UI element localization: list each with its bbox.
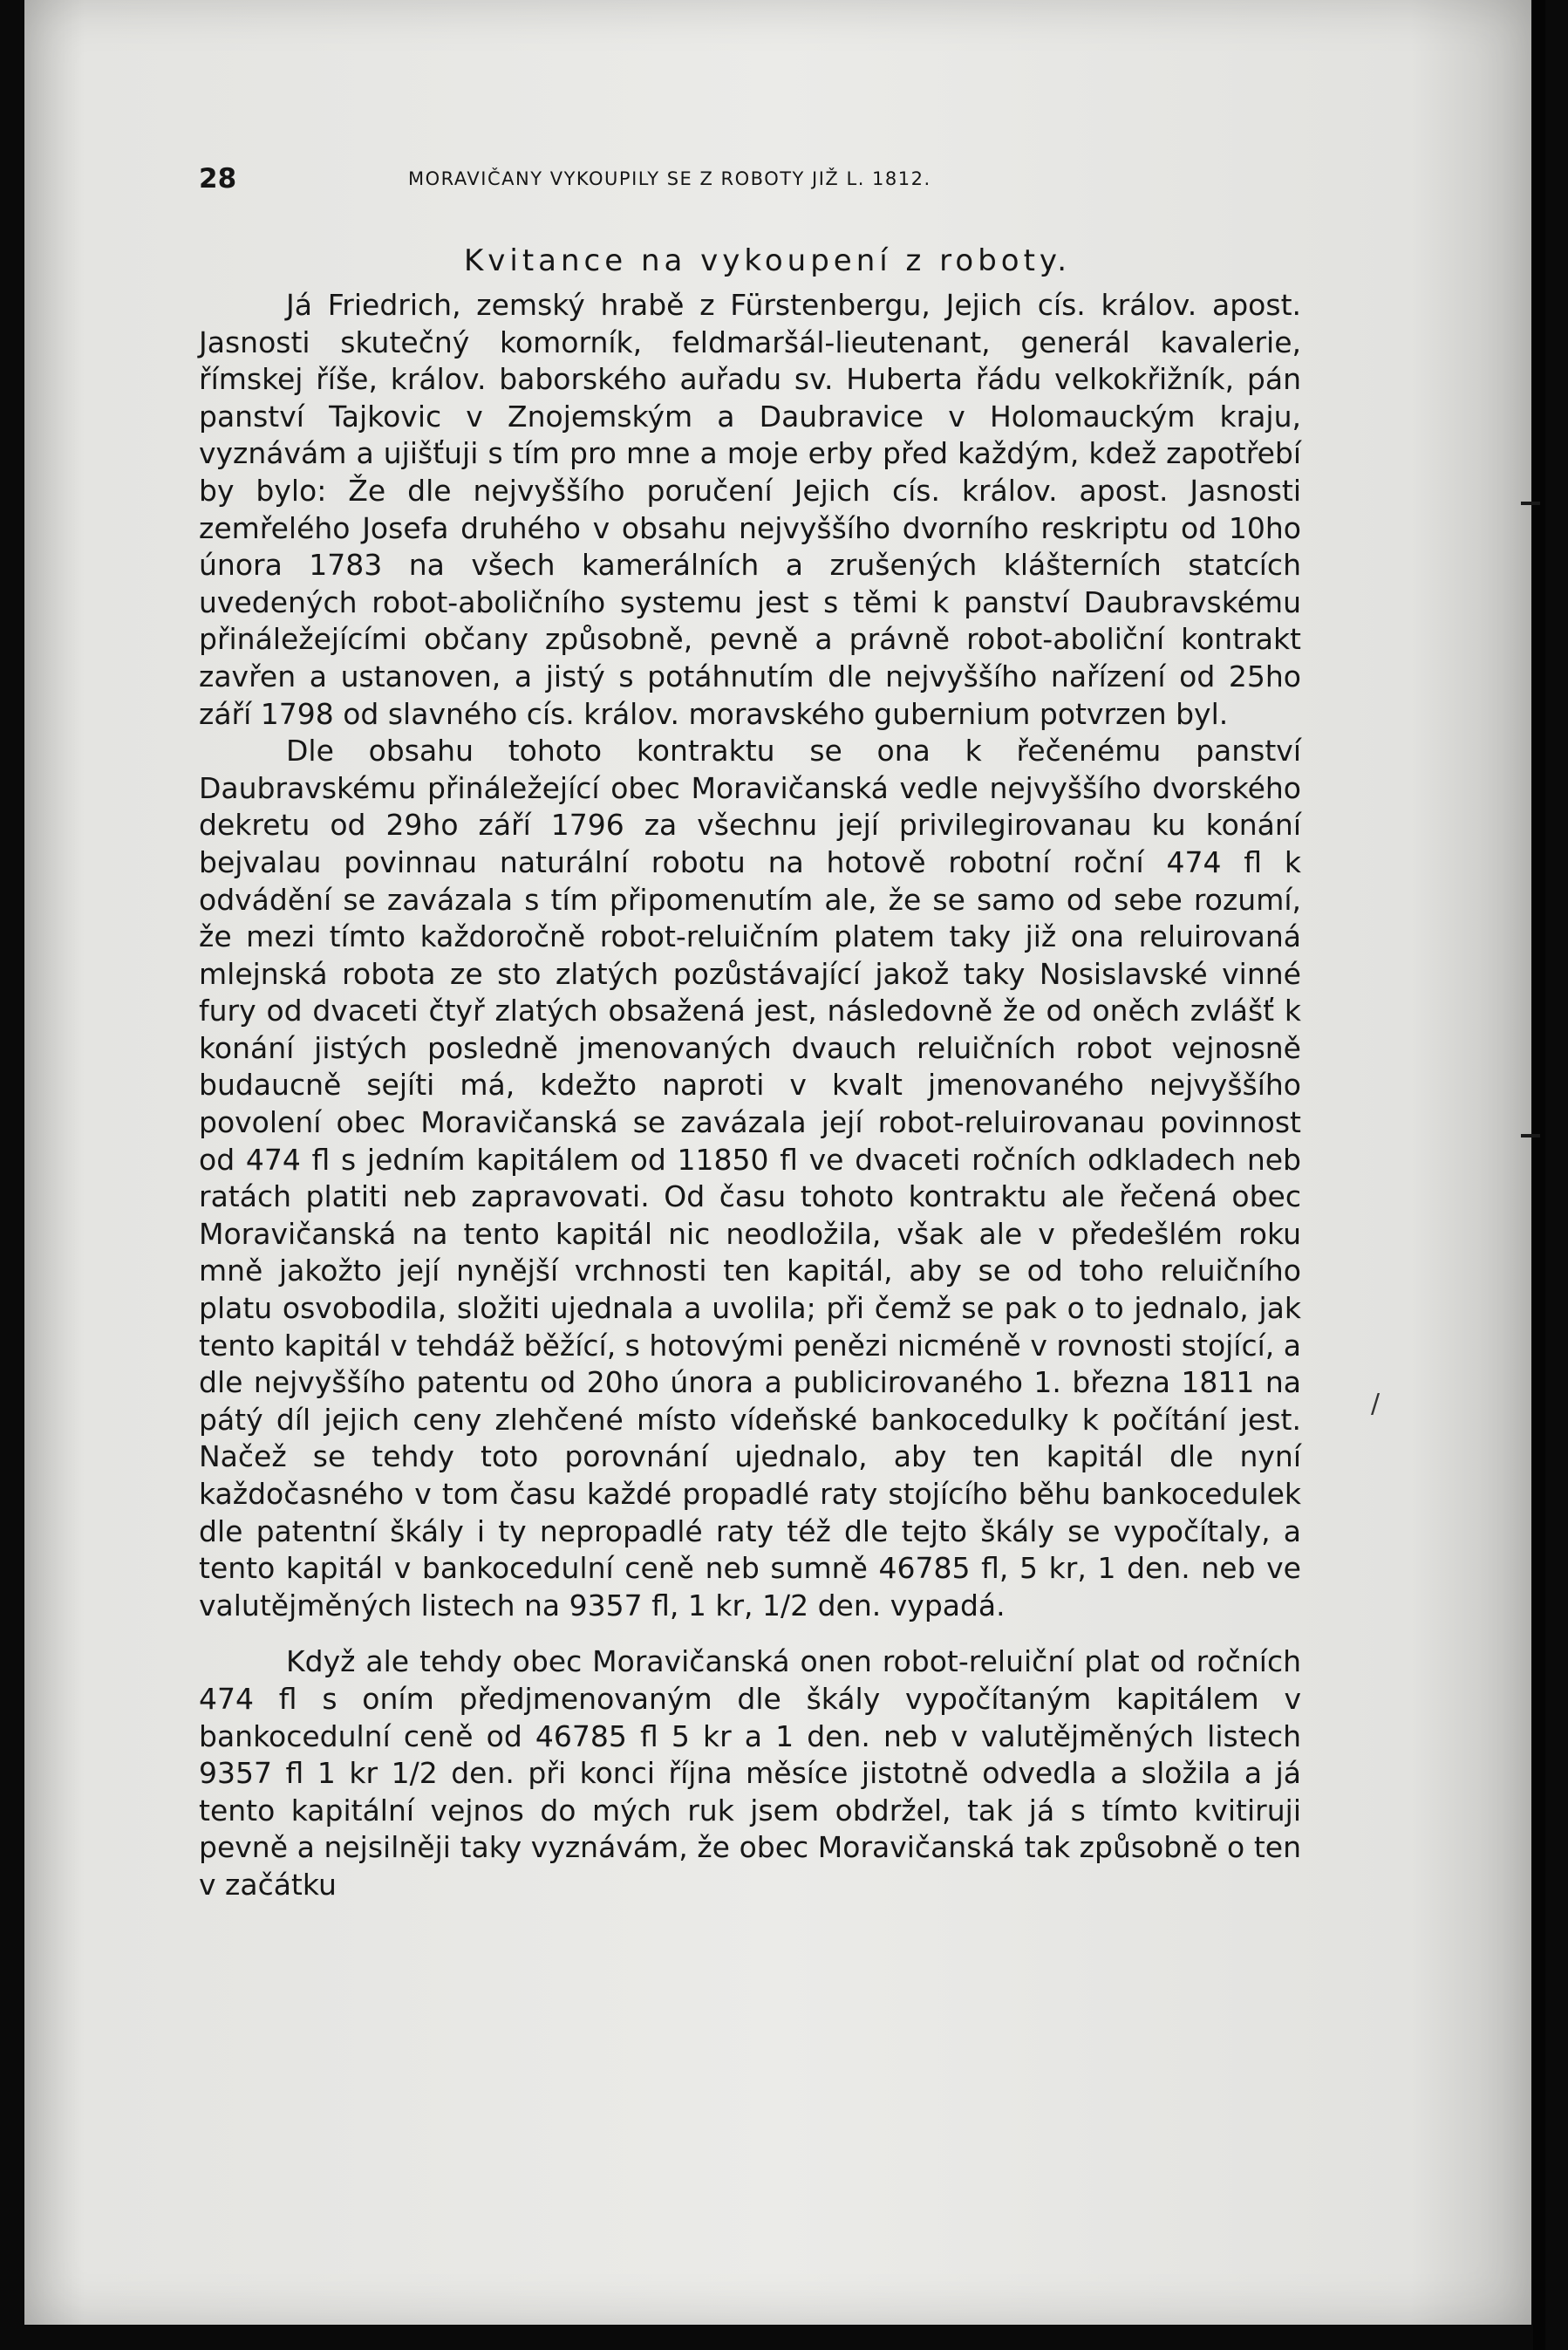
paragraph-3: Když ale tehdy obec Moravičanská onen robot-reluiční plat od ročních 474 fl s oním předjmenovaným dle škály vypočítaným kapitálem v bankocedulní ceně od 46785 fl 5 kr a 1 den. neb v valutějměných listech 9357 fl 1 kr 1/2 den. při konci října měsíce jistotně odvedla a složila a já tento kapitální vejnos do mých ruk jsem obdržel, tak já s tímto kvitiruji pevně a nejsilněji taky vyznávám, že obec Moravičanská tak způsobně o ten v začátku xyxy=(199,1644,1301,1902)
margin-mark xyxy=(1521,1134,1540,1137)
running-head-title: MORAVIČANY VYKOUPILY SE Z ROBOTY JIŽ L. 1812. xyxy=(408,168,931,189)
paragraph-2: Dle obsahu tohoto kontraktu se ona k řečenému panství Daubravskému přináležející obec Moravičanská vedle nejvyššího dvorského dekretu od 29ho září 1796 za všechnu její privilegirovanau ku konání bejvalau povinnau naturální robotu na hotově robotní roční 474 fl k odvádění se zavázala s tím připomenutím ale, že se samo od sebe rozumí, že mezi tímto každoročně robot-reluičním platem taky již ona reluirovaná mlejnská robota ze sto zlatých pozůstávající jakož taky Nosislavské vinné fury od dvaceti čtyř zlatých obsažená jest, následovně že od oněch zvlášť k konání jistých posledně jmenovaných dvauch reluičních robot vejnosně budaucně sejíti má, kdežto naproti v kvalt jmenovaného nejvyššího povolení obec Moravičanská se zavázala její robot-reluirovanau povinnost od 474 fl s jedním kapitálem od 11850 fl ve dvaceti ročních odkladech neb ratách platiti neb zapravovati. Od času tohoto kontraktu ale řečená obec Moravičanská na tento kapitál nic neodložila, však ale v předešlém roku mně jakožto její nynější vrchnosti ten kapitál, aby se od toho reluičního platu osvobodila, složiti ujednala a uvolila; při čemž se pak o to jednalo, jak tento kapitál v tehdáž běžící, s hotovými penězi nicméně v rovnosti stojící, a dle nejvyššího patentu od 20ho února a publicirovaného 1. března 1811 na pátý díl jejich ceny zlehčené místo vídeňské bankocedulky k počítání jest. Načež se tehdy toto porovnání ujednalo, aby ten kapitál dle nyní každočasného v tom času každé propadlé raty stojícího běhu bankocedulek dle patentní škály i ty nepropadlé raty též dle tejto škály se vypočítaly, a tento kapitál v bankocedulní ceně neb sumně 46785 fl, 5 kr, 1 den. neb ve valutějměných listech na 9357 fl, 1 kr, 1/2 den. vypadá. xyxy=(199,734,1301,1622)
running-head xyxy=(199,144,1301,193)
section-heading: Kvitance na vykoupení z roboty. xyxy=(463,243,1072,278)
paragraph-1: Já Friedrich, zemský hrabě z Fürstenbergu, Jejich cís. králov. apost. Jasnosti skutečný komorník, feldmaršál-lieutenant, generál kavalerie, římskej říše, králov. baborského auřadu sv. Huberta řádu velkokřižník, pán panství Tajkovic v Znojemským a Daubravice v Holomauckým kraju, vyznávám a ujišťuji s tím pro mne a moje erby před každým, kdež zapotřebí by bylo: Že dle nejvyššího poručení Jejich cís. králov. apost. Jasnosti zemřelého Josefa druhého v obsahu nejvyššího dvorního reskriptu od 10ho února 1783 na všech kamerálních a zrušených klášterních statcích uvedených robot-aboličního systemu jest s těmi k panství Daubravskému přináležejícími občany způsobně, pevně a právně robot-aboliční kontrakt zavřen a ustanoven, a jistý s potáhnutím dle nejvyššího nařízení od 25ho září 1798 od slavného cís. králov. moravského gubernium potvrzen byl. xyxy=(199,288,1301,731)
book-page xyxy=(199,144,1301,1904)
page-number: 28 xyxy=(199,163,237,195)
binding-edge xyxy=(1533,0,1545,2350)
margin-stroke: / xyxy=(1371,1389,1381,1419)
margin-mark xyxy=(1521,502,1540,505)
